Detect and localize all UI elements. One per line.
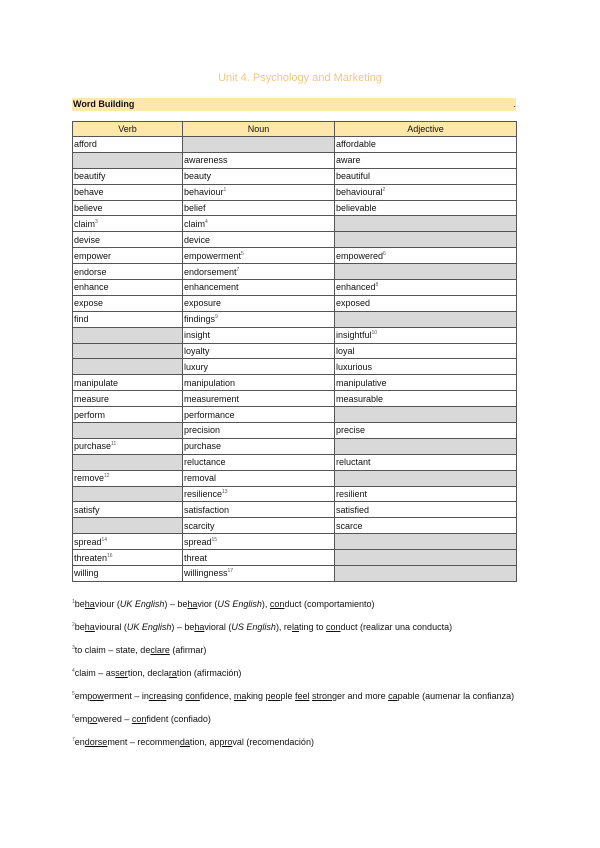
verb-cell — [73, 343, 183, 359]
header-adjective: Adjective — [335, 122, 517, 137]
table-row — [73, 168, 517, 184]
noun-cell — [183, 391, 335, 407]
section-label: Word Building — [73, 99, 135, 109]
noun-text: device — [184, 234, 211, 245]
table-row — [73, 502, 517, 518]
noun-text: purchase — [184, 441, 222, 452]
table-row — [73, 248, 517, 264]
footnote — [72, 598, 532, 610]
verb-cell — [73, 248, 183, 264]
adjective-text: reluctant — [336, 457, 371, 468]
table-row — [73, 232, 517, 248]
noun-cell — [183, 407, 335, 423]
adjective-cell — [335, 280, 517, 296]
noun-cell — [183, 200, 335, 216]
header-noun: Noun — [183, 122, 335, 137]
footnotes — [72, 598, 532, 759]
adjective-cell — [335, 407, 517, 423]
adjective-cell — [335, 359, 517, 375]
noun-text: scarcity — [184, 520, 215, 531]
noun-text: willingness — [184, 568, 228, 579]
adjective-cell — [335, 438, 517, 454]
verb-cell — [73, 168, 183, 184]
adjective-cell — [335, 343, 517, 359]
adjective-cell — [335, 184, 517, 200]
table-row — [73, 216, 517, 232]
footnote-number: 2 — [72, 622, 75, 628]
noun-text: loyalty — [184, 346, 210, 357]
adjective-cell — [335, 470, 517, 486]
table-row — [73, 550, 517, 566]
noun-cell — [183, 152, 335, 168]
table-header-row — [73, 122, 517, 137]
noun-cell — [183, 216, 335, 232]
verb-cell — [73, 264, 183, 280]
adjective-text: insightful — [336, 330, 372, 341]
footnote-ref: 1 — [223, 187, 227, 194]
table-row — [73, 391, 517, 407]
verb-text: believe — [74, 203, 103, 213]
adjective-text: manipulative — [336, 377, 387, 388]
verb-text: perform — [74, 409, 106, 420]
noun-text: exposure — [184, 298, 222, 309]
verb-text: claim — [74, 218, 96, 229]
footnote-text: to claim – state, declare (afirmar) — [74, 645, 207, 655]
verb-cell — [73, 454, 183, 470]
noun-text: belief — [184, 203, 206, 213]
verb-cell — [73, 280, 183, 296]
adjective-cell — [335, 264, 517, 280]
verb-text: manipulate — [74, 377, 119, 388]
footnote — [72, 713, 532, 725]
footnote-ref: 6 — [383, 250, 386, 257]
noun-cell — [183, 295, 335, 311]
footnote-ref: 8 — [375, 282, 379, 289]
verb-cell — [73, 359, 183, 375]
footnote-text: endorsement – recommendation, approval (recomendación) — [74, 737, 314, 747]
table-row — [73, 375, 517, 391]
adjective-text: affordable — [336, 139, 376, 150]
adjective-text: scarce — [336, 520, 363, 531]
verb-text: find — [74, 314, 89, 325]
verb-text: purchase — [74, 441, 112, 452]
noun-cell — [183, 375, 335, 391]
footnote-number: 3 — [72, 645, 75, 651]
noun-cell — [183, 343, 335, 359]
table-row — [73, 137, 517, 153]
footnote-ref: 16 — [107, 552, 113, 559]
section-heading — [72, 98, 516, 111]
verb-text: devise — [74, 234, 101, 245]
adjective-text: exposed — [336, 298, 371, 309]
verb-cell — [73, 327, 183, 343]
footnote-ref: 15 — [211, 536, 218, 543]
verb-cell — [73, 550, 183, 566]
noun-text: empowerment — [184, 250, 242, 261]
verb-text: spread — [74, 536, 102, 547]
noun-cell — [183, 137, 335, 153]
noun-text: spread — [184, 536, 212, 547]
adjective-cell — [335, 550, 517, 566]
footnote-ref: 2 — [382, 187, 386, 194]
verb-cell — [73, 518, 183, 534]
footnote-ref: 9 — [215, 314, 218, 321]
noun-text: endorsement — [184, 266, 237, 277]
table-row — [73, 295, 517, 311]
verb-text: endorse — [74, 266, 107, 277]
verb-cell — [73, 311, 183, 327]
footnote-number: 7 — [72, 737, 75, 743]
adjective-cell — [335, 391, 517, 407]
noun-text: findings — [184, 314, 216, 325]
footnote-text: claim – assertion, declaration (afirmación) — [74, 668, 242, 678]
table-row — [73, 407, 517, 423]
adjective-cell — [335, 152, 517, 168]
adjective-cell — [335, 137, 517, 153]
table-row — [73, 200, 517, 216]
adjective-cell — [335, 248, 517, 264]
noun-cell — [183, 311, 335, 327]
adjective-cell — [335, 295, 517, 311]
verb-cell — [73, 200, 183, 216]
footnote — [72, 667, 532, 679]
adjective-cell — [335, 518, 517, 534]
noun-text: enhancement — [184, 282, 239, 293]
footnote-ref: 10 — [371, 330, 378, 337]
table-row — [73, 438, 517, 454]
adjective-text: satisfied — [336, 504, 370, 515]
footnote — [72, 621, 532, 633]
verb-cell — [73, 438, 183, 454]
verb-text: beautify — [74, 171, 106, 182]
table-row — [73, 566, 517, 582]
noun-text: behaviour — [184, 187, 224, 198]
footnote-text: empowered – confident (confiado) — [74, 714, 211, 724]
verb-cell — [73, 295, 183, 311]
adjective-cell — [335, 502, 517, 518]
adjective-text: measurable — [336, 393, 384, 404]
noun-text: precision — [184, 425, 221, 436]
adjective-cell — [335, 375, 517, 391]
footnote-number: 5 — [72, 691, 75, 697]
adjective-text: behavioural — [336, 187, 383, 198]
adjective-cell — [335, 311, 517, 327]
noun-text: reluctance — [184, 457, 226, 468]
verb-text: satisfy — [74, 504, 100, 515]
verb-cell — [73, 423, 183, 439]
footnote-ref: 14 — [101, 536, 108, 543]
verb-cell — [73, 486, 183, 502]
footnote-text: empowerment – increasing confidence, making people feel stronger and more capable (aumenar la confianza) — [74, 691, 515, 701]
table-row — [73, 343, 517, 359]
adjective-cell — [335, 423, 517, 439]
adjective-text: resilient — [336, 489, 368, 500]
table-row — [73, 470, 517, 486]
footnote-ref: 4 — [205, 218, 208, 225]
verb-text: willing — [74, 568, 99, 579]
verb-cell — [73, 534, 183, 550]
adjective-text: luxurious — [336, 361, 373, 372]
verb-text: threaten — [74, 552, 108, 563]
noun-text: beauty — [184, 171, 212, 182]
noun-cell — [183, 502, 335, 518]
verb-cell — [73, 391, 183, 407]
noun-text: luxury — [184, 361, 209, 372]
noun-cell — [183, 454, 335, 470]
verb-cell — [73, 502, 183, 518]
footnote — [72, 736, 532, 748]
adjective-cell — [335, 486, 517, 502]
noun-cell — [183, 359, 335, 375]
footnote — [72, 690, 532, 702]
footnote — [72, 644, 532, 656]
adjective-cell — [335, 454, 517, 470]
adjective-text: aware — [336, 155, 361, 166]
adjective-text: believable — [336, 203, 377, 213]
table-row — [73, 264, 517, 280]
header-verb: Verb — [73, 122, 183, 137]
noun-text: satisfaction — [184, 504, 230, 515]
adjective-cell — [335, 327, 517, 343]
verb-cell — [73, 216, 183, 232]
noun-text: manipulation — [184, 377, 236, 388]
adjective-cell — [335, 168, 517, 184]
page-title: Unit 4. Psychology and Marketing — [218, 72, 382, 84]
footnote-number: 1 — [72, 599, 75, 605]
verb-text: behave — [74, 187, 104, 198]
table-row — [73, 518, 517, 534]
noun-text: insight — [184, 330, 211, 341]
footnote-text: behaviour (UK English) – behavior (US English), conduct (comportamiento) — [74, 599, 375, 609]
noun-text: claim — [184, 218, 206, 229]
noun-text: measurement — [184, 393, 240, 404]
verb-cell — [73, 137, 183, 153]
verb-text: afford — [74, 139, 97, 150]
verb-text: remove — [74, 473, 105, 484]
verb-cell — [73, 375, 183, 391]
noun-cell — [183, 327, 335, 343]
noun-cell — [183, 470, 335, 486]
noun-text: threat — [184, 552, 208, 563]
footnote-ref: 12 — [104, 473, 110, 480]
footnote-number: 6 — [72, 714, 75, 720]
noun-cell — [183, 486, 335, 502]
adjective-text: precise — [336, 425, 366, 436]
footnote-ref: 11 — [111, 441, 117, 448]
verb-cell — [73, 152, 183, 168]
noun-cell — [183, 184, 335, 200]
noun-cell — [183, 168, 335, 184]
adjective-text: enhanced — [336, 282, 376, 293]
table-row — [73, 486, 517, 502]
noun-text: performance — [184, 409, 235, 420]
footnote-ref: 5 — [241, 250, 244, 257]
adjective-cell — [335, 232, 517, 248]
noun-cell — [183, 248, 335, 264]
footnote-ref: 17 — [227, 568, 234, 575]
noun-cell — [183, 438, 335, 454]
noun-cell — [183, 280, 335, 296]
adjective-text: empowered — [336, 250, 384, 261]
footnote-text: behavioural (UK English) – behavioral (US English), relating to conduct (realizar una conducta) — [74, 622, 453, 632]
adjective-cell — [335, 200, 517, 216]
verb-text: enhance — [74, 282, 109, 293]
table-row — [73, 423, 517, 439]
adjective-cell — [335, 566, 517, 582]
table-row — [73, 152, 517, 168]
table-row — [73, 280, 517, 296]
table-row — [73, 327, 517, 343]
footnote-ref: 13 — [222, 489, 228, 496]
noun-cell — [183, 550, 335, 566]
adjective-text: loyal — [336, 346, 355, 357]
noun-text: awareness — [184, 155, 228, 166]
noun-cell — [183, 232, 335, 248]
noun-text: removal — [184, 473, 217, 484]
verb-cell — [73, 232, 183, 248]
table-row — [73, 184, 517, 200]
noun-text: resilience — [184, 489, 223, 500]
verb-cell — [73, 470, 183, 486]
adjective-cell — [335, 534, 517, 550]
footnote-ref: 7 — [236, 266, 240, 273]
verb-text: expose — [74, 298, 104, 309]
table-row — [73, 311, 517, 327]
noun-cell — [183, 566, 335, 582]
verb-text: empower — [74, 250, 112, 261]
verb-cell — [73, 566, 183, 582]
noun-cell — [183, 264, 335, 280]
noun-cell — [183, 534, 335, 550]
table-row — [73, 454, 517, 470]
footnote-ref: 3 — [95, 218, 98, 225]
adjective-cell — [335, 216, 517, 232]
verb-text: measure — [74, 393, 110, 404]
footnote-number: 4 — [72, 668, 75, 674]
table-row — [73, 534, 517, 550]
section-trailing-mark: . — [513, 99, 516, 109]
table-row — [73, 359, 517, 375]
verb-cell — [73, 407, 183, 423]
adjective-text: beautiful — [336, 171, 371, 182]
noun-cell — [183, 518, 335, 534]
word-building-table — [72, 121, 517, 582]
noun-cell — [183, 423, 335, 439]
verb-cell — [73, 184, 183, 200]
